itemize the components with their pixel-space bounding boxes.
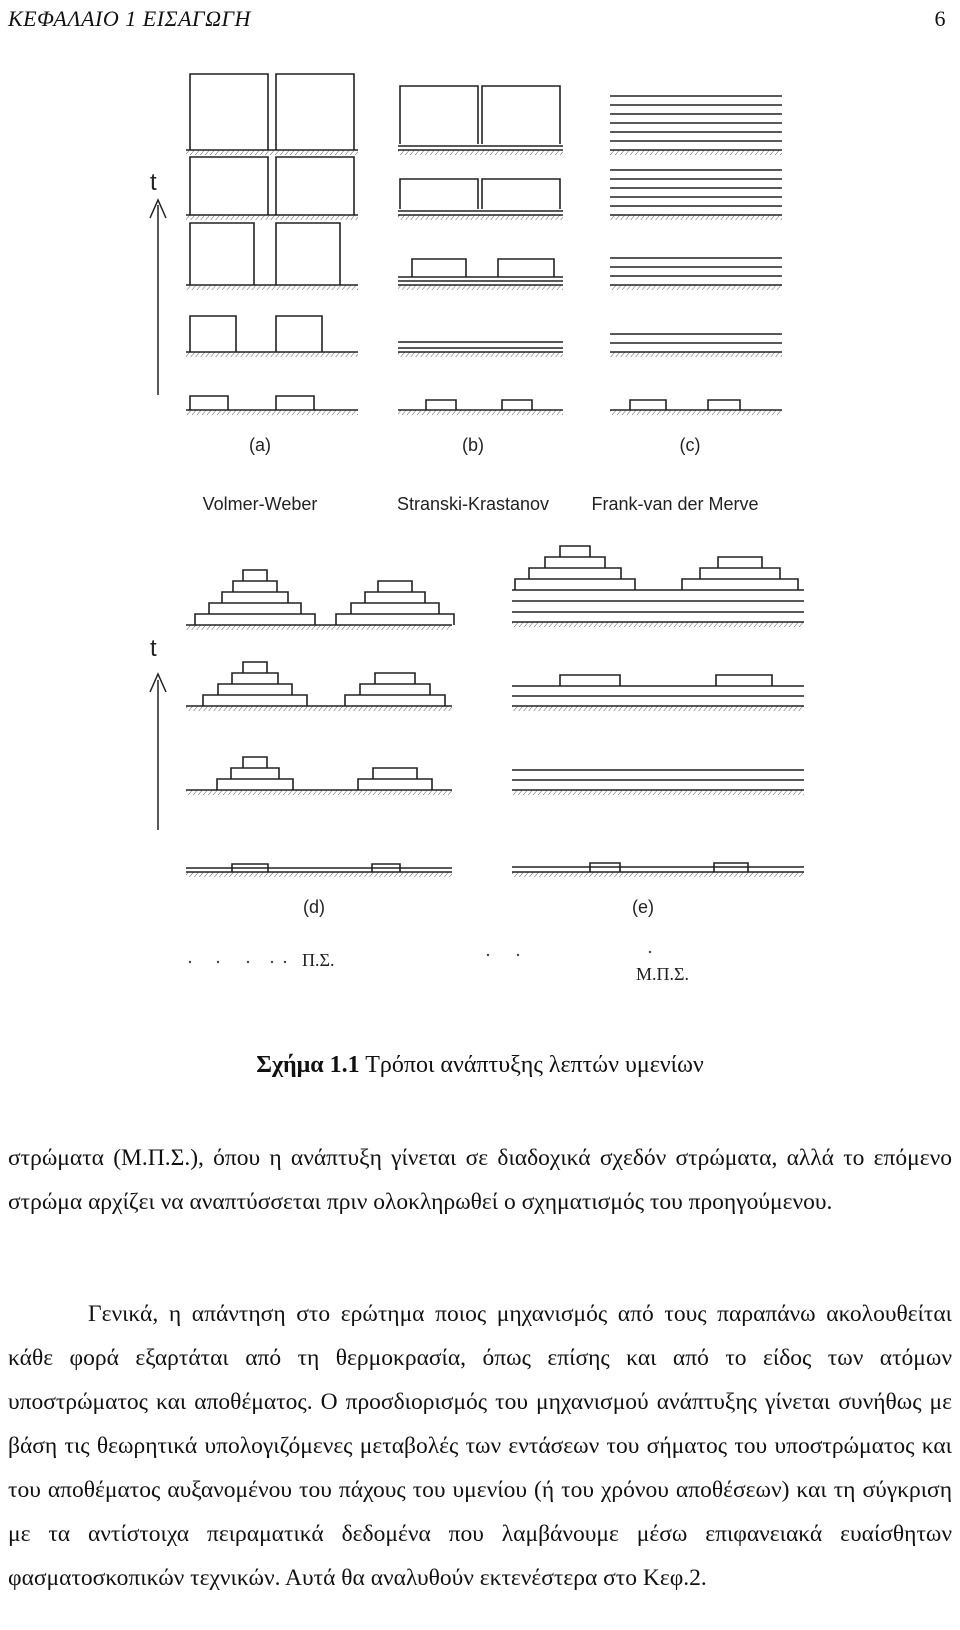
panel-label-e: (e) <box>632 897 654 917</box>
island <box>336 614 454 625</box>
island <box>190 157 268 215</box>
island <box>378 581 412 592</box>
island <box>231 768 279 779</box>
island <box>482 179 560 209</box>
island <box>360 684 430 695</box>
island <box>400 86 478 144</box>
figure-caption <box>0 1052 960 1079</box>
island <box>209 603 301 614</box>
island <box>190 316 236 352</box>
island <box>276 74 354 150</box>
page-number: 6 <box>934 6 946 31</box>
island <box>365 592 425 603</box>
island <box>233 581 277 592</box>
island <box>560 675 620 686</box>
island <box>190 396 228 410</box>
island <box>276 157 354 215</box>
mode-name-ps: Π.Σ. <box>302 950 335 970</box>
panel-label-c: (c) <box>679 435 701 455</box>
caption-text: Τρόποι ανάπτυξης λεπτών υμενίων <box>359 1052 704 1078</box>
island <box>482 86 560 144</box>
panel-label-d: (d) <box>303 897 325 917</box>
island <box>195 614 315 625</box>
island <box>716 675 772 686</box>
island <box>502 400 532 410</box>
island <box>515 579 635 590</box>
island <box>276 316 322 352</box>
island <box>400 179 478 209</box>
panel-label-b: (b) <box>462 435 484 455</box>
island <box>243 570 267 581</box>
mode-name-mps: Μ.Π.Σ. <box>636 964 689 984</box>
island <box>718 557 762 568</box>
island <box>190 223 254 285</box>
island <box>426 400 456 410</box>
paragraph-2: Γενικά, η απάντηση στο ερώτημα ποιος μηχανισμός από τους παραπάνω ακολουθείται κάθε φορά εξαρτάται από τη θερμοκρασία, όπως επίσης και από το είδος των ατόμων υποστρώματος και αποθέματος. Ο προσδιορισμός του μηχανισμού ανάπτυξης γίνεται συνήθως με βάση τις θεωρητικά υπολογιζόμενες μεταβολές των εντάσεων του σήματος του υποστρώματος και του αποθέματος αυξανομένου του πάχους του υμενίου (ή του χρόνου αποθέσεων) και τη σύγκριση με τα αντίστοιχα πειραματικά δεδομένα που λαμβάνουμε μέσω επιφανειακά ευαίσθητων φασματοσκοπικών τεχνικών. Αυτά θα αναλυθούν εκτενέστερα στο Κεφ.2. <box>8 1300 952 1591</box>
island <box>218 684 292 695</box>
island <box>358 779 432 790</box>
island <box>630 400 666 410</box>
island <box>375 673 415 684</box>
island <box>529 568 621 579</box>
time-arrow-bottom <box>150 635 166 830</box>
island <box>412 259 466 277</box>
paragraph-1: στρώματα (Μ.Π.Σ.), όπου η ανάπτυξη γίνεται σε διαδοχικά σχεδόν στρώματα, αλλά το επόμενο στρώμα αρχίζει να αναπτύσσεται πριν ολοκληρωθεί ο σχηματισμός του προηγούμενου. <box>8 1144 952 1215</box>
island <box>232 673 278 684</box>
island <box>700 568 780 579</box>
island <box>203 695 307 706</box>
island <box>545 557 605 568</box>
island <box>222 592 288 603</box>
island <box>276 396 314 410</box>
island <box>276 223 340 285</box>
island <box>243 662 267 673</box>
scan-dots <box>189 951 651 963</box>
island <box>560 546 590 557</box>
time-axis-label: t <box>150 635 157 662</box>
time-axis-label: t <box>150 169 157 196</box>
mode-name-frank-van-der-merve: Frank-van der Merve <box>591 494 759 514</box>
island <box>708 400 740 410</box>
running-header: ΚΕΦΑΛΑΙΟ 1 ΕΙΣΑΓΩΓΗ <box>8 6 251 31</box>
island <box>498 259 554 277</box>
island <box>345 695 445 706</box>
time-arrow-top <box>150 169 166 395</box>
growth-modes-figure <box>0 60 960 990</box>
island <box>351 603 439 614</box>
caption-prefix: Σχήμα 1.1 <box>256 1052 360 1078</box>
island <box>682 579 798 590</box>
island <box>190 74 268 150</box>
island <box>217 779 293 790</box>
mode-name-stranski-krastanov: Stranski-Krastanov <box>396 494 550 514</box>
mode-name-volmer-weber: Volmer-Weber <box>202 494 318 514</box>
island <box>243 757 267 768</box>
panel-label-a: (a) <box>249 435 271 455</box>
island <box>373 768 417 779</box>
